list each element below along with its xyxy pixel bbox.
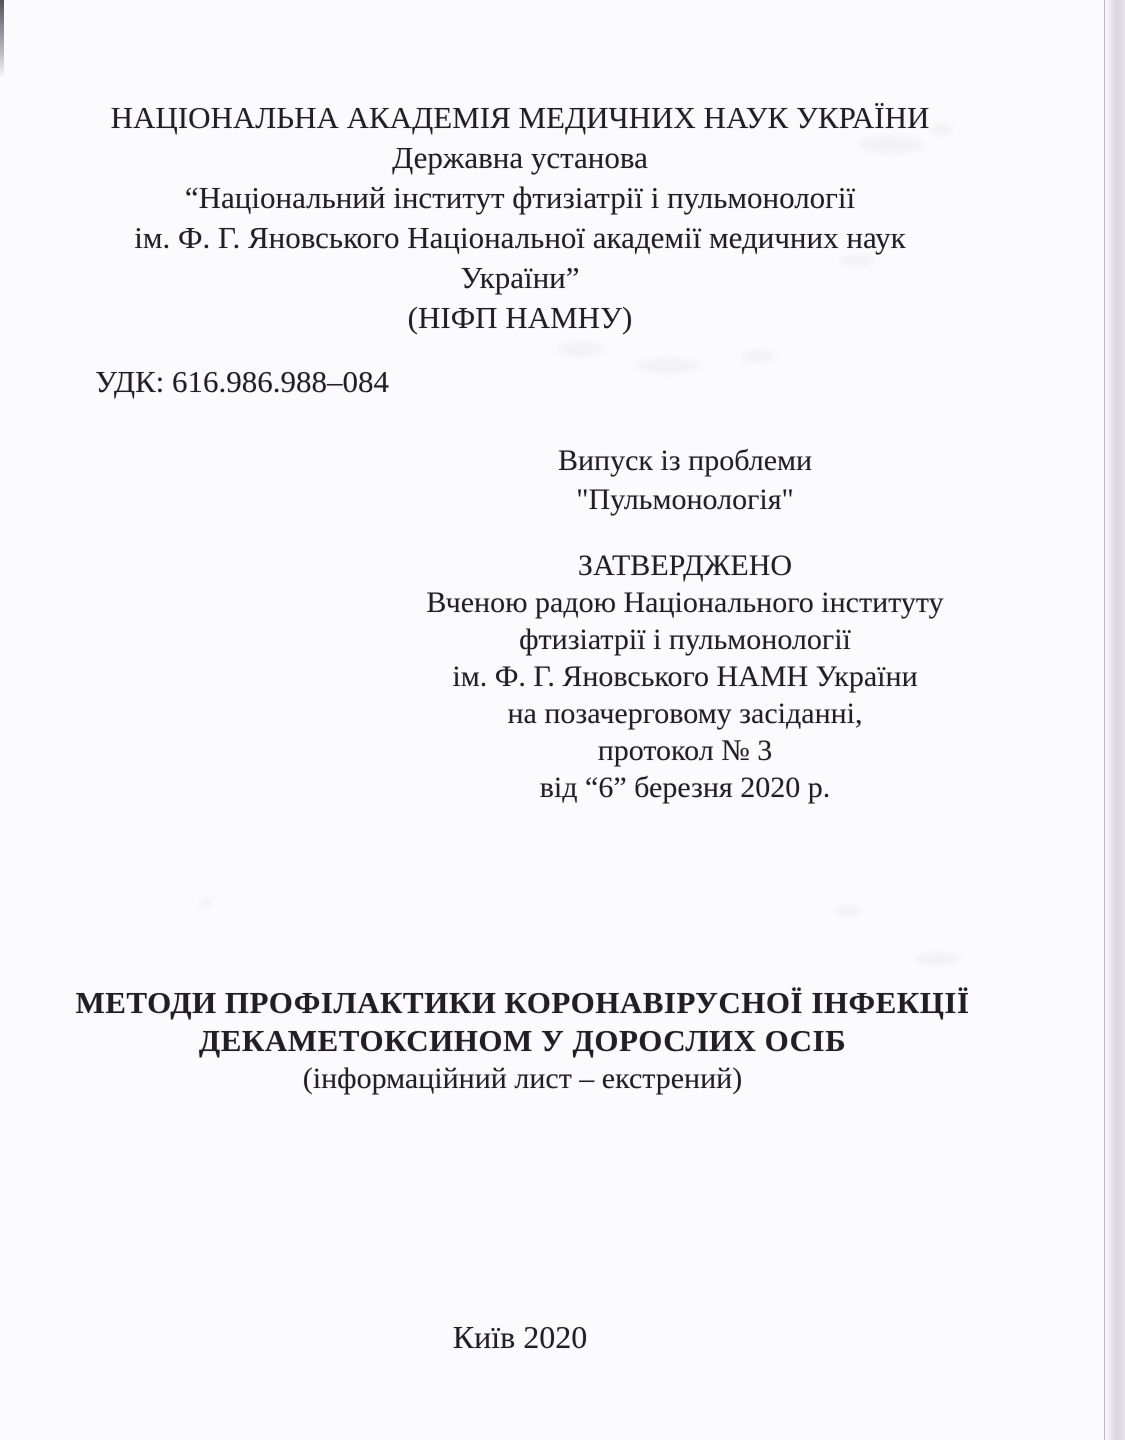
approved-label: ЗАТВЕРДЖЕНО xyxy=(577,549,793,582)
issue-block xyxy=(405,441,965,519)
approval-date: від “6” березня 2020 р. xyxy=(539,771,831,804)
scan-smudge xyxy=(742,350,774,363)
issue-line: Випуск із проблеми xyxy=(557,444,813,477)
institute-name-line2: ім. Ф. Г. Яновського Національної академії медичних наук xyxy=(134,220,906,255)
institute-name-line1: “Національний інститут фтизіатрії і пульмонології xyxy=(184,180,856,215)
approval-body-line: ім. Ф. Г. Яновського НАМН України xyxy=(452,660,918,693)
state-institution-label: Державна установа xyxy=(392,140,648,175)
document-title xyxy=(0,984,1045,1098)
scan-smudge xyxy=(200,898,212,908)
approval-body-line: фтизіатрії і пульмонології xyxy=(519,623,851,656)
document-subtitle: (інформаційний лист – екстрений) xyxy=(302,1062,743,1095)
approval-body-line: Вченою радою Національного інституту xyxy=(426,586,944,619)
scan-smudge xyxy=(915,952,959,965)
institute-name-line3: України” xyxy=(460,260,580,295)
scan-edge-mark xyxy=(0,0,4,78)
udc-code: УДК: 616.986.988–084 xyxy=(95,364,390,399)
document-title-line1: МЕТОДИ ПРОФІЛАКТИКИ КОРОНАВІРУСНОЇ ІНФЕКЦІЇ xyxy=(75,985,970,1020)
city-year: Київ 2020 xyxy=(452,1319,588,1355)
scan-edge-shadow xyxy=(1104,0,1125,1440)
issue-topic: "Пульмонологія" xyxy=(576,483,794,516)
approval-body-line: на позачерговому засіданні, xyxy=(507,697,863,730)
document-title-line2: ДЕКАМЕТОКСИНОМ У ДОРОСЛИХ ОСІБ xyxy=(198,1023,847,1058)
scan-smudge xyxy=(558,342,604,357)
protocol-number: протокол № 3 xyxy=(597,734,773,767)
approval-block xyxy=(405,547,965,806)
organization-header xyxy=(0,98,1040,338)
scan-smudge xyxy=(835,905,861,916)
institute-abbreviation: (НІФП НАМНУ) xyxy=(407,300,633,335)
scan-smudge xyxy=(636,358,700,373)
academy-name: НАЦІОНАЛЬНА АКАДЕМІЯ МЕДИЧНИХ НАУК УКРАЇНИ xyxy=(110,100,930,135)
